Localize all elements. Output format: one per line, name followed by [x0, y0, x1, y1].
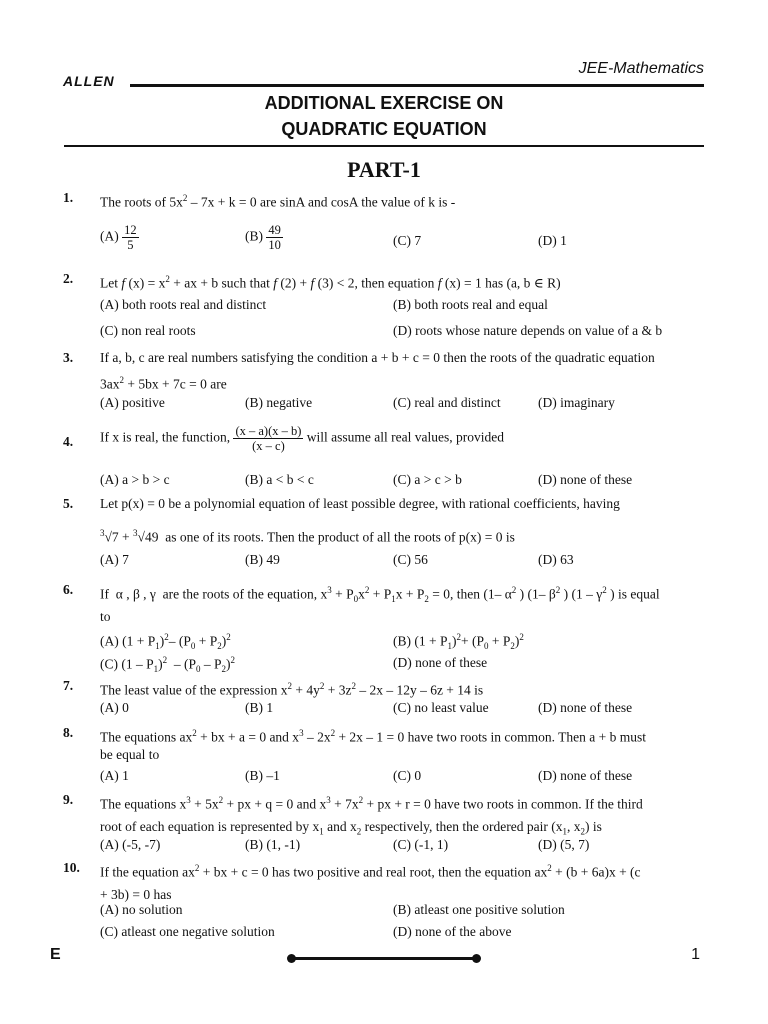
footer-rule — [290, 957, 478, 960]
question-text: The equations $ax^2$ + bx + a = 0 and $x^3 - 2x^2 + 2x - 1 = 0$ have two roots in common. Then a + b must — [100, 728, 646, 745]
question-number: 5. — [63, 496, 74, 511]
option-c: (C) non real roots — [100, 323, 196, 338]
option-b: (B) negative — [245, 395, 313, 410]
option-b: (B) $(1 + P_1)^2+ (P_0 + P_2)^2$ — [393, 632, 524, 652]
option-a: (A) 0 — [100, 700, 129, 715]
question-number: 1. — [63, 190, 74, 205]
option-d: (D) none of these — [538, 768, 633, 783]
question-text-line2: be equal to — [100, 747, 160, 762]
question-text: If a, b, c are real numbers satisfying the condition a + b + c = 0 then the roots of the quadratic equation $3ax^2 + 5bx + 7c = 0$ are — [100, 350, 655, 392]
option-c: (C) 0 — [393, 768, 422, 783]
option-c: (C) $(1 - P_1)^2 - (P_0 - P_2)^2$ — [100, 655, 236, 675]
page-title-line1: ADDITIONAL EXERCISE ON — [264, 93, 504, 113]
option-a: (A) positive — [100, 395, 165, 410]
option-a: (A) $(1 + P_1)^2-$ $(P_0 + P_2)^2$ — [100, 632, 231, 652]
option-b: (B) both roots real and equal — [393, 297, 548, 312]
option-b: (B) 49 — [245, 552, 280, 567]
question-number: 4. — [63, 434, 74, 449]
option-a: (A) no solution — [100, 902, 183, 917]
question-number: 6. — [63, 582, 74, 597]
header-divider — [130, 84, 704, 87]
question-number: 3. — [63, 350, 74, 365]
option-b: (B) –1 — [245, 768, 280, 783]
question-number: 7. — [63, 678, 74, 693]
question-text: Let f $(x) = x^2$ + ax + b such that f (2) + f (3) < 2, then equation f (x) = 1 has (a, b ∈ R) — [100, 274, 561, 291]
question-text: If x is real, the function, $\frac{(x - a)(x - b)}{(x - c)}$ will assume all real values, provided — [100, 424, 504, 453]
option-a: (A) 1 — [100, 768, 129, 783]
question-text: The least value of the expression $x^2 + 4y^2 + 3z^2 - 2x - 12y - 6z + 14$ is — [100, 681, 484, 698]
page-title-line2: QUADRATIC EQUATION — [281, 119, 487, 139]
option-a: (A) both roots real and distinct — [100, 297, 267, 312]
subject-label: JEE-Mathematics — [578, 60, 704, 77]
option-a: (A) a > b > c — [100, 472, 170, 487]
question-text: If the equation $ax^2$ + bx + c = 0 has two positive and real root, then the equation $ax^2 + (b + 6a)x + (c$ + 3b) = 0 has — [100, 863, 641, 902]
question-text: Let p(x) = 0 be a polynomial equation of least possible degree, with rational coefficients, having — [100, 496, 620, 511]
option-c: (C) atleast one negative solution — [100, 924, 275, 939]
question-text: The roots of $5x^2 - 7x + k = 0$ are sinA and cosA the value of k is - — [100, 193, 456, 210]
option-c: (C) real and distinct — [393, 395, 501, 410]
option-b: (B) 1 — [245, 700, 274, 715]
title-divider — [64, 145, 704, 147]
question-number: 8. — [63, 725, 74, 740]
option-d: (D) none of these — [538, 700, 633, 715]
option-c: (C) (-1, 1) — [393, 837, 449, 852]
footer-section-mark: E — [50, 946, 61, 963]
option-a: (A) $\frac{12}{5}$ — [100, 223, 137, 252]
footer-dot-left-icon — [287, 954, 296, 963]
part-heading: PART-1 — [347, 157, 421, 182]
option-d: (D) 1 — [538, 233, 567, 248]
question-number: 2. — [63, 271, 74, 286]
question-text-line2: to — [100, 609, 111, 624]
question-text-line2: $^3$√7 + $^3$√49 as one of its roots. Then the product of all the roots of p(x) = 0 is — [100, 528, 515, 545]
option-d: (D) none of these — [393, 655, 488, 670]
option-c: (C) 7 — [393, 233, 422, 248]
option-b: (B) atleast one positive solution — [393, 902, 565, 917]
page-number: 1 — [691, 946, 700, 963]
footer-dot-right-icon — [472, 954, 481, 963]
question-number: 10. — [63, 860, 80, 875]
option-b: (B) a < b < c — [245, 472, 314, 487]
option-c: (C) no least value — [393, 700, 489, 715]
option-c: (C) 56 — [393, 552, 428, 567]
option-d: (D) imaginary — [538, 395, 615, 410]
option-b: (B) $\frac{49}{10}$ — [245, 223, 281, 252]
option-b: (B) (1, -1) — [245, 837, 301, 852]
option-a: (A) 7 — [100, 552, 129, 567]
question-text: If α , β , γ are the roots of the equation, $x^3 + P_0x^2 + P_1x + P_2 = 0$, then (1– $\alpha^2$ ) (1– $\beta^2$ ) ($1 - \gamma^2$ ) is equal — [100, 585, 660, 605]
option-a: (A) (-5, -7) — [100, 837, 161, 852]
option-d: (D) roots whose nature depends on value of a & b — [393, 323, 663, 338]
question-number: 9. — [63, 792, 74, 807]
option-d: (D) none of the above — [393, 924, 512, 939]
option-d: (D) 63 — [538, 552, 574, 567]
option-d: (D) (5, 7) — [538, 837, 590, 852]
option-c: (C) a > c > b — [393, 472, 462, 487]
brand-logo: ALLEN — [63, 73, 115, 89]
option-d: (D) none of these — [538, 472, 633, 487]
question-text: The equations $x^3 + 5x^2$ + px + q = 0 and $x^3 + 7x^2$ + px + r = 0 have two roots in common. If the third root of each equation is represented by $x_1$ and $x_2$ respectively, then the ordered pair ($x_1$, $x_2$) is — [100, 795, 643, 837]
